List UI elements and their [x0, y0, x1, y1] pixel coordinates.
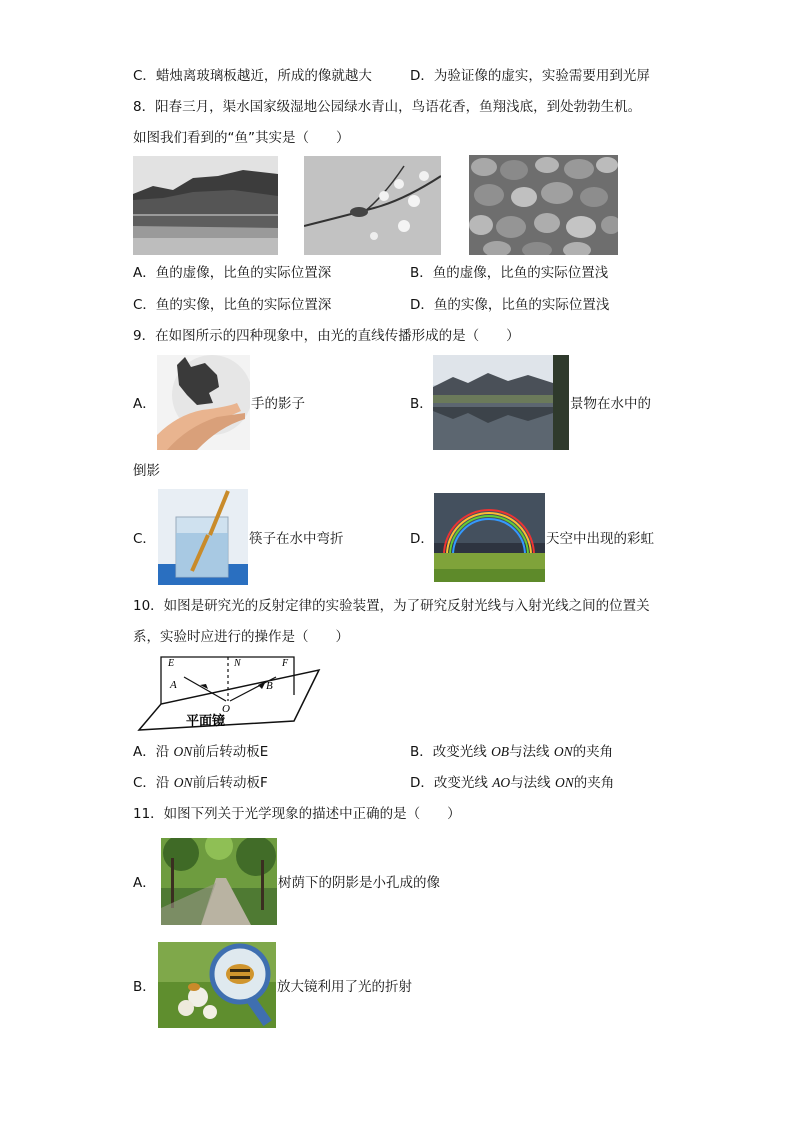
plane-mirror	[139, 670, 319, 730]
q10-b-pre: B．改变光线	[410, 744, 492, 760]
q11-stem: 11．如图下列关于光学现象的描述中正确的是（ ）	[133, 806, 461, 822]
label-plane-mirror: 平面镜	[186, 714, 226, 729]
q10-a-on: ON	[173, 744, 193, 759]
q8-stem-line2: 如图我们看到的“鱼”其实是（ ）	[133, 130, 350, 146]
blossom-bird-photo	[304, 156, 441, 255]
label-b: B	[266, 680, 273, 692]
q10-b-mid: 与法线	[509, 744, 554, 760]
q10-d-pre: D．改变光线	[410, 775, 493, 791]
q10-a-post: 前后转动板E	[192, 744, 269, 760]
q10-c-on: ON	[173, 775, 193, 790]
q8-option-b: B．鱼的虚像，比鱼的实际位置浅	[410, 265, 609, 281]
rainbow-photo	[434, 493, 545, 582]
q10-d-on: ON	[554, 775, 574, 790]
q10-d-post: 的夹角	[573, 775, 615, 791]
lake-forest-photo	[133, 156, 278, 255]
q9-option-c-text: 筷子在水中弯折	[249, 531, 344, 547]
q10-c-pre: C．沿	[133, 775, 174, 791]
label-o: O	[222, 703, 230, 715]
magnifier-bee-photo	[158, 942, 276, 1028]
q10-stem-line1: 10．如图是研究光的反射定律的实验装置，为了研究反射光线与入射光线之间的位置关	[133, 598, 650, 614]
reflection-apparatus-diagram	[136, 655, 322, 733]
q11-option-b-text: 放大镜利用了光的折射	[277, 979, 412, 995]
q9-option-a-text: 手的影子	[251, 396, 305, 412]
q9-stem: 9．在如图所示的四种现象中，由光的直线传播形成的是（ ）	[133, 328, 520, 344]
label-e: E	[168, 658, 175, 669]
q9-option-c-letter: C．	[133, 531, 156, 547]
chopstick-glass-photo	[158, 489, 248, 585]
q10-b-on: ON	[553, 744, 573, 759]
q10-option-b	[410, 743, 613, 761]
label-a: A	[170, 679, 177, 691]
q9-option-d-text: 天空中出现的彩虹	[546, 531, 654, 547]
pebbles-photo	[469, 155, 618, 255]
q10-c-post: 前后转动板F	[192, 775, 268, 791]
hand-shadow-photo	[157, 355, 250, 450]
label-f: F	[282, 658, 289, 669]
q10-stem-line2: 系，实验时应进行的操作是（ ）	[133, 629, 349, 645]
q9-option-b-text: 景物在水中的	[570, 396, 651, 412]
q10-option-c	[133, 774, 268, 792]
q8-option-a: A．鱼的虚像，比鱼的实际位置深	[133, 265, 332, 281]
tree-shade-photo	[161, 838, 277, 925]
q10-a-pre: A．沿	[133, 744, 174, 760]
q11-option-a-text: 树荫下的阴影是小孔成的像	[278, 875, 440, 891]
q9-option-b-letter: B．	[410, 396, 433, 412]
q10-b-ob: OB	[491, 744, 510, 759]
q10-option-a	[133, 743, 268, 761]
q11-option-b-letter: B．	[133, 979, 156, 995]
q10-d-ao: AO	[492, 775, 511, 790]
q9-option-b-text-wrap: 倒影	[133, 463, 160, 479]
q10-b-post: 的夹角	[572, 744, 614, 760]
q8-option-d: D．鱼的实像，比鱼的实际位置浅	[410, 297, 610, 313]
q8-option-c: C．鱼的实像，比鱼的实际位置深	[133, 297, 332, 313]
q7-option-c: C．蜡烛离玻璃板越近，所成的像就越大	[133, 68, 372, 84]
q7-option-d: D．为验证像的虚实，实验需要用到光屏	[410, 68, 650, 84]
reflection-lake-photo	[433, 355, 569, 450]
q9-option-d-letter: D．	[410, 531, 434, 547]
q10-d-mid: 与法线	[510, 775, 555, 791]
q10-option-d	[410, 774, 614, 792]
label-n: N	[234, 658, 241, 669]
q8-stem-line1: 8．阳春三月，渠水国家级湿地公园绿水青山，鸟语花香，鱼翔浅底，到处勃勃生机。	[133, 99, 642, 115]
q11-option-a-letter: A．	[133, 875, 156, 891]
q9-option-a-letter: A．	[133, 396, 156, 412]
